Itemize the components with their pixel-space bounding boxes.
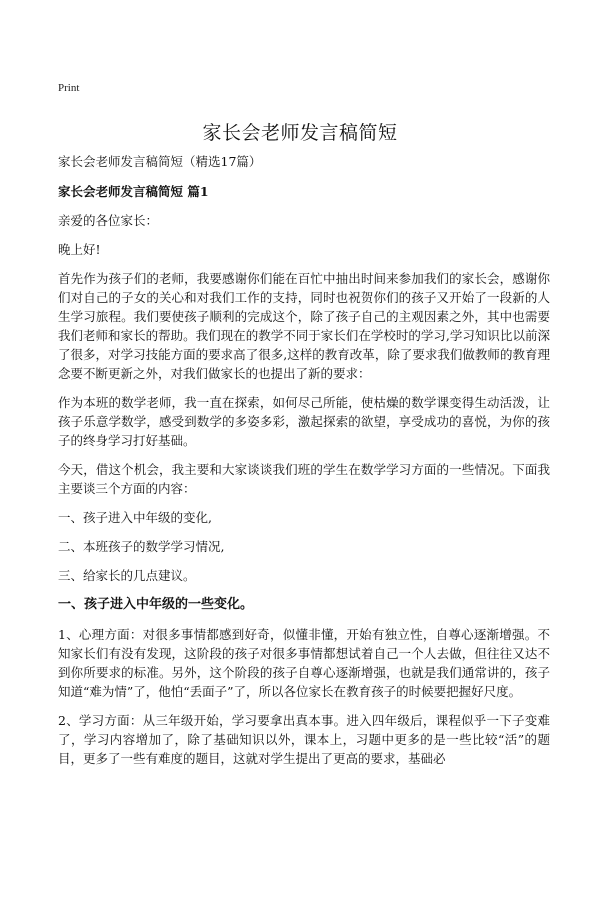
paragraph: 作为本班的数学老师，我一直在探索，如何尽己所能，使枯燥的数学课变得生动活泼，让孩子乐意学数学，感受到数学的多姿多彩，激起探索的欲望，享受成功的喜悦，为你的孩子的终身学习打好基础。 bbox=[58, 395, 550, 448]
section-heading: 一、孩子进入中年级的一些变化。 bbox=[58, 597, 254, 612]
list-item: 三、给家长的几点建议。 bbox=[58, 568, 196, 583]
page-title: 家长会老师发言稿简短 bbox=[202, 122, 398, 144]
evening-greeting: 晚上好! bbox=[58, 242, 101, 257]
article-heading: 家长会老师发言稿简短 篇1 bbox=[58, 184, 209, 199]
list-item: 一、孩子进入中年级的变化, bbox=[58, 510, 212, 525]
paragraph: 今天，借这个机会，我主要和大家谈谈我们班的学生在数学学习方面的一些情况。下面我主要谈三个方面的内容： bbox=[58, 462, 550, 496]
print-label: Print bbox=[58, 82, 80, 94]
document-body bbox=[58, 152, 550, 778]
paragraph: 首先作为孩子们的老师，我要感谢你们能在百忙中抽出时间来参加我们的家长会，感谢你们对自己的子女的关心和对我们工作的支持，同时也祝贺你们的孩子又开始了一段新的人生学习旅程。我们要使孩子顺利的完成这个，除了孩子自己的主观因素之外，其中也需要我们老师和家长的帮助。我们现在的教学不同于家长们在学校时的学习,学习知识比以前深了很多，对学习技能方面的要求高了很多,这样的教育改革，除了要求我们做教师的教育理念要不断更新之外，对我们做家长的也提出了新的要求： bbox=[58, 271, 550, 381]
greeting-text: 亲爱的各位家长： bbox=[58, 213, 159, 228]
document-subtitle: 家长会老师发言稿简短（精选17篇） bbox=[58, 154, 262, 169]
paragraph: 2、学习方面：从三年级开始，学习要拿出真本事。进入四年级后，课程似乎一下子变难了，学习内容增加了，除了基础知识以外，课本上，习题中更多的是一些比较“活”的题目，更多了一些有难度的题目，这就对学生提出了更高的要求，基础必 bbox=[58, 713, 550, 766]
list-item: 二、本班孩子的数学学习情况, bbox=[58, 539, 225, 554]
paragraph: 1、心理方面：对很多事情都感到好奇，似懂非懂，开始有独立性，自尊心逐渐增强。不知家长们有没有发现，这阶段的孩子对很多事情都想试着自己一个人去做，但往往又达不到你所要求的标准。另外，这个阶段的孩子自尊心逐渐增强，也就是我们通常讲的，孩子知道“难为情”了，他怕“丢面子”了，所以各位家长在教育孩子的时候要把握好尺度。 bbox=[58, 627, 550, 699]
